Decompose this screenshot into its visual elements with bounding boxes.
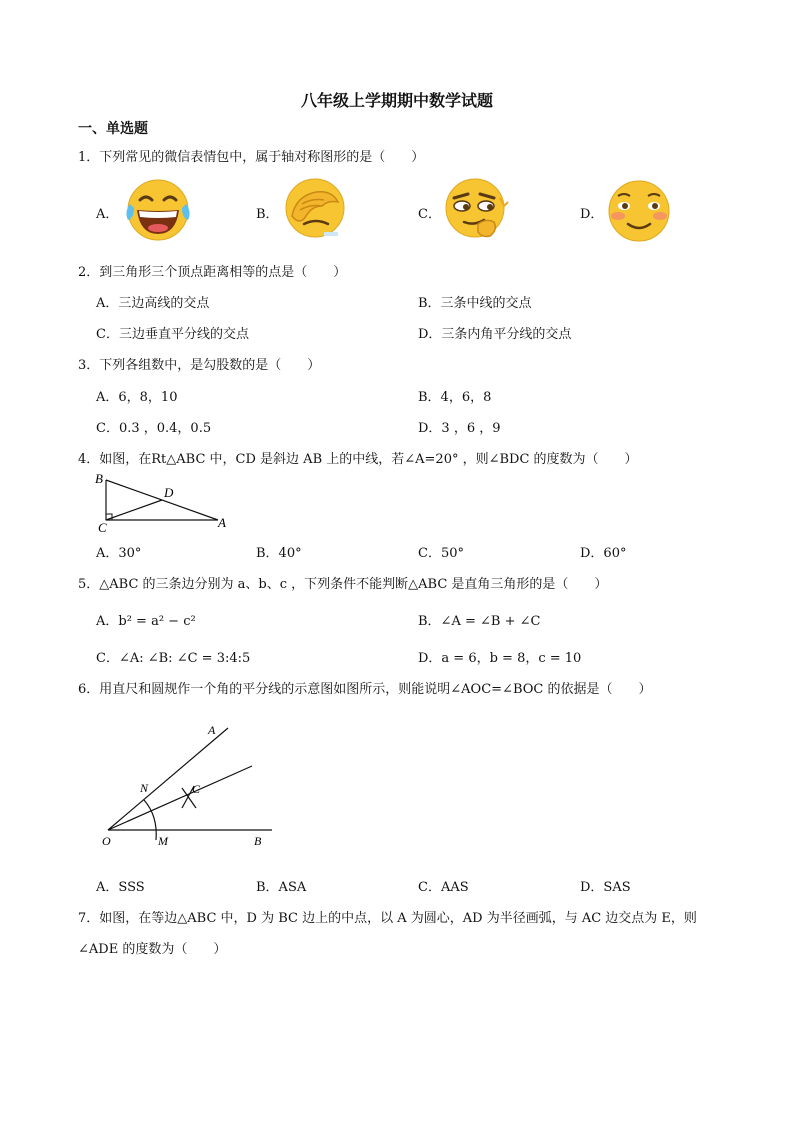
q4-triangle-figure — [90, 470, 240, 536]
q1-option-d-label: D． — [580, 207, 604, 222]
question-2-stem: 2．到三角形三个顶点距离相等的点是（ ） — [78, 265, 347, 280]
facepalm-emoji — [282, 176, 348, 242]
q6-option-d: D．SAS — [580, 880, 631, 895]
q6-label-o: O — [102, 834, 111, 848]
q2-option-c: C．三边垂直平分线的交点 — [96, 327, 249, 342]
q6-label-c: C — [192, 782, 201, 796]
q1-option-b-label: B． — [256, 207, 279, 222]
q4-option-b: B．40° — [256, 546, 302, 561]
q6-label-n: N — [140, 781, 149, 795]
q6-angle-bisector-figure — [96, 716, 286, 852]
blushing-smile-emoji — [604, 178, 674, 244]
q3-option-a: A．6，8，10 — [96, 390, 178, 405]
q3-option-b: B．4，6，8 — [418, 390, 492, 405]
q2-option-b: B．三条中线的交点 — [418, 296, 532, 311]
q2-option-d: D．三条内角平分线的交点 — [418, 327, 572, 342]
question-4-stem: 4．如图，在Rt△ABC 中，CD 是斜边 AB 上的中线，若∠A=20° ，则∠BDC 的度数为（ ） — [78, 452, 638, 467]
q3-option-c: C．0.3 ，0.4，0.5 — [96, 421, 212, 436]
q5-option-c: C．∠A: ∠B: ∠C = 3:4:5 — [96, 651, 251, 666]
q4-label-c: C — [98, 520, 107, 535]
page-title: 八年级上学期期中数学试题 — [300, 91, 493, 110]
question-7-stem-line2: ∠ADE 的度数为（ ） — [78, 942, 227, 957]
q4-label-b: B — [95, 471, 103, 486]
question-1-stem: 1．下列常见的微信表情包中，属于轴对称图形的是（ ） — [78, 150, 425, 165]
q6-option-c: C．AAS — [418, 880, 469, 895]
smirk-emoji — [442, 176, 512, 244]
q4-option-a: A．30° — [96, 546, 142, 561]
q5-option-a: A．b² = a² − c² — [96, 614, 196, 629]
q2-option-a: A．三边高线的交点 — [96, 296, 210, 311]
q4-label-d: D — [164, 485, 174, 500]
q6-option-b: B．ASA — [256, 880, 307, 895]
q1-option-c-label: C． — [418, 207, 441, 222]
question-5-stem: 5．△ABC 的三条边分别为 a、b、c ，下列条件不能判断△ABC 是直角三角形的是（ ） — [78, 577, 608, 592]
section-heading: 一、单选题 — [78, 121, 148, 137]
laughing-tears-emoji — [122, 178, 194, 242]
q5-option-d: D．a = 6，b = 8，c = 10 — [418, 651, 582, 666]
q4-option-d: D．60° — [580, 546, 627, 561]
q6-label-b: B — [254, 834, 262, 848]
question-3-stem: 3．下列各组数中，是勾股数的是（ ） — [78, 358, 321, 373]
q6-label-a: A — [208, 723, 216, 737]
q6-label-m: M — [158, 834, 168, 848]
q5-option-b: B．∠A = ∠B + ∠C — [418, 614, 541, 629]
q1-option-a-label: A． — [96, 207, 119, 222]
q6-option-a: A．SSS — [96, 880, 145, 895]
q4-option-c: C．50° — [418, 546, 464, 561]
question-7-stem-line1: 7．如图，在等边△ABC 中，D 为 BC 边上的中点，以 A 为圆心，AD 为半径画弧，与 AC 边交点为 E，则 — [78, 911, 697, 926]
question-6-stem: 6．用直尺和圆规作一个角的平分线的示意图如图所示，则能说明∠AOC=∠BOC 的依据是（ ） — [78, 682, 652, 697]
q3-option-d: D．3 ，6 ，9 — [418, 421, 501, 436]
q4-label-a: A — [218, 515, 226, 530]
